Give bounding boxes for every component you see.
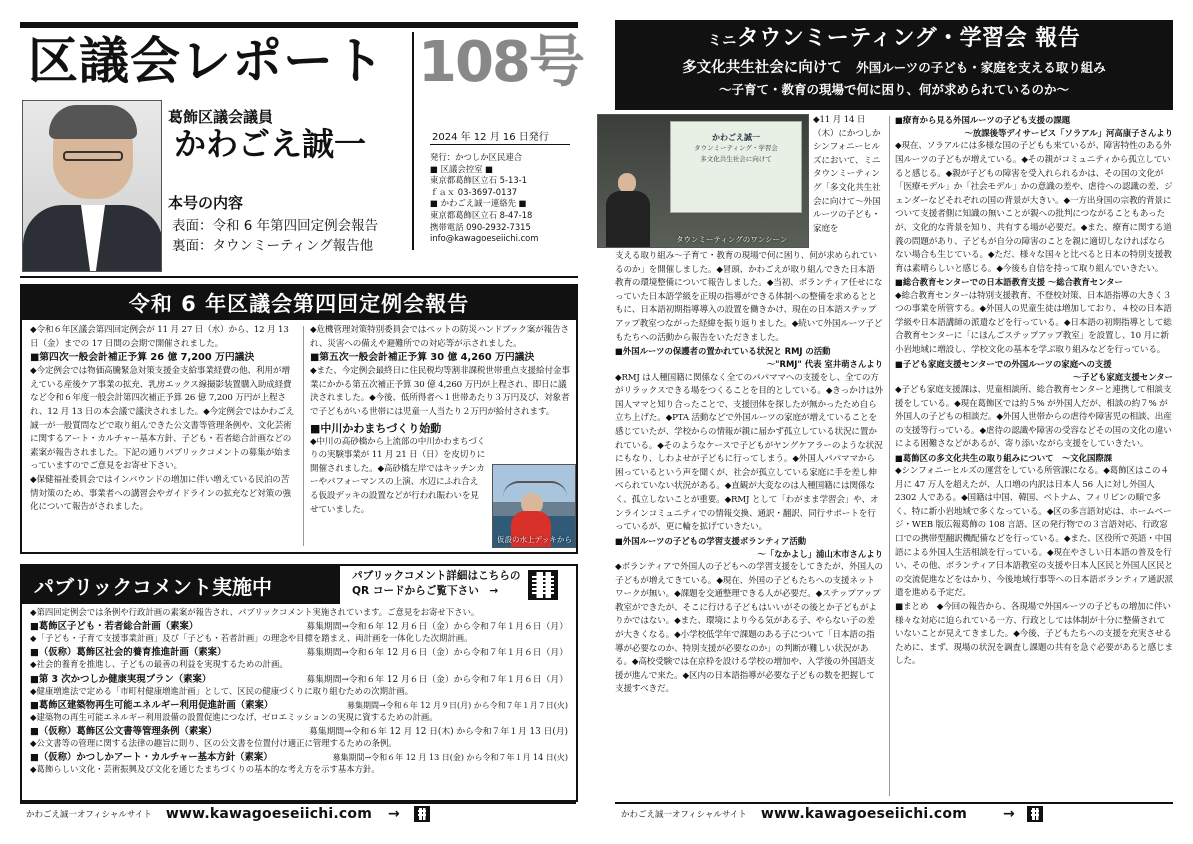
- townmeeting-tagline: ～子育て・教育の現場で何に困り、何が求められているのか～: [718, 82, 1069, 97]
- report-paragraph: ◆保健福祉委員会ではインバウンドの増加に伴い増えている民泊の苦情対策のため、事業者への講習会やガイドラインの拡充など対策の強化について報告がされました。: [30, 474, 291, 513]
- townmeeting-title: [615, 24, 1173, 56]
- family-support-paragraph: ◆子ども家庭支援課は、児童相談所、総合教育センターと連携して相談支援をしている。◆現在葛飾区では約５% が外国人だが、相談の約７% が外国人の子どもの相談だ。◆外国人世帯からの虐待や障害児の相談、出産の支援等行っている。◆虐待の認識や障害の受容などその国の文化の違いによる困難さなどがあるが、寄り添いながら支援をしていきたい。: [895, 384, 1172, 450]
- townmeeting-caption: タウンミーティングのワンシーン: [676, 235, 788, 244]
- council-report-banner: 令和 6 年区議会第四回定例会報告: [22, 286, 576, 320]
- header-divider: [412, 32, 414, 250]
- contents-item-front: 表面：令和 6 年第四回定例会報告: [172, 218, 379, 234]
- volunteer-speaker: ～「なかよし」浦山木市さんより: [757, 548, 883, 559]
- publisher-line: ｆａｘ 03-3697-0137: [430, 186, 518, 197]
- family-support-speaker: ～子ども家庭支援センター: [1072, 371, 1173, 382]
- report-paragraph: ◆今定例会では物価高騰緊急対策支援金支給事業経費の他、利用が増えている産後ケア事業の拡充、乳房エックス線撮影装置購入助成経費など令和６年度一般会計第四次補正予算 26 億 7,200 万円が上程され、12 月 13 日の本会議で議決されました。◆今定例会ではかわごえ誠一が一般質問などで取り組んできた公文書等管理条例や、文化芸術に関するアート・カルチャー基本方針、子ども・若者総合計画などの素案が報告されました。下記の通りパブリックコメントの募集が始まっていますのでご意見をお寄せ下さい。: [30, 366, 294, 472]
- pubcom-item: [30, 618, 568, 644]
- pubcom-item-desc: ◆社会的養育を推進し、子どもの最善の利益を実現するための計画。: [30, 659, 288, 670]
- intro-wrap: [813, 114, 883, 236]
- public-comment-box: [20, 564, 578, 802]
- pubcom-item: [30, 723, 568, 749]
- pubcom-item-name: ■葛飾区建築物再生可能エネルギー利用促進計画（素案）: [30, 699, 274, 711]
- subtitle-part: 外国ルーツの子ども・家庭を支える取り組み: [856, 60, 1106, 75]
- publisher-line: 携帯電話 090-2932-7315: [430, 221, 531, 232]
- pubcom-item-period: 募集期間→令和６年 12 月 12 日(木) から令和７年１月 13 日(月): [309, 727, 568, 738]
- qr-info: [352, 569, 520, 599]
- pubcom-item-period: 募集期間→令和６年 12 月９日(月) から令和７年１月７日(火): [347, 700, 568, 710]
- water-deck-photo: [492, 464, 576, 548]
- publisher-line: 東京都葛飾区立石 5-13-1: [430, 175, 528, 186]
- section-rule: [20, 276, 578, 278]
- summary-paragraph: ■まとめ ◆今回の報告から、各現場で外国ルーツの子どもの増加に伴い様々な対応に迫られている一方、行政としては体制が十分に整備されていないことが見えてきました。◆今後、子どもたちへの支援を充実させるために、まず、現場の状況を調査し課題の共有を急ぐ必要があると感じました。: [895, 602, 1173, 667]
- multicultural-paragraph: ◆シンフォニーヒルズの運営をしている所管課になる。◆葛飾区はこの４月に 47 万人を超えたが、人口増の内訳は日本人 56 人に対し外国人 2302 人である。◆国籍は中国、韓国、ベトナム、フィリピンの順で多く、特に新小岩地域で多くなっている。◆区の多言語対応は、ホームページ・WEB 版広報葛飾の 108 言語、区の発行物での３言語対応、行政窓口での携帯型翻訳機配備などを行っている。◆また、区役所で英語・中国語による外国人生活相談を行っている。◆現在やさしい日本語の普及を行い、その他、ボランティア日本語教室の支援や日本人区民と外国人区民との交流促進などをはかり、今後地域行事等への日本語ボランティア通訳派遣を進める予定だ。: [895, 466, 1173, 599]
- left-page: [0, 0, 596, 844]
- top-rule: [20, 22, 578, 28]
- right-column-1: [615, 250, 883, 697]
- pubcom-item-desc: ◆建築物の再生可能エネルギー利用設備の設置促進につなげ、ゼロエミッションの実現に資するための計画。: [30, 711, 438, 722]
- pubcom-item-desc: ◆葛飾らしい文化・芸術振興及び文化を通じたまちづくりの基本的な考え方を示す基本方針。: [30, 764, 380, 775]
- rmj-paragraph: ◆RMJ は人種国籍に関係なく全てのパパママへの支援をし、全ての方がリラックスできる場をつくることを目的としている。◆きっかけは外国人ママと知り合ったことで、支援団体を探したが無かったため自ら立ち上げた。◆PTA 活動などで外国ルーツの家庭が増えていることを感じていたが、学校からの情報が親に届かず孤立している状況に置かれている。◆そのようなケースで子どもがヤングケアラーのような状況にもなり、しわよせが子どもに行ってしまう。◆外国人パパママから困っているという声を聞くが、社会が孤立している家庭に手を差し伸べられていない状況がある。◆直観が大変なのは人種国籍には関係なく、孤立しないことが重要。◆RMJ として「わがまま学習会」や、オンラインコミュニティでの情報交換、通訳・翻訳、同行サポートを行っているが、更に輪を拡げていきたい。: [615, 372, 883, 533]
- volunteer-heading: ■外国ルーツの子どもの学習支援ボランティア活動: [615, 535, 807, 546]
- pubcom-item: [30, 697, 568, 723]
- date-rule: [430, 144, 570, 145]
- qr-code-icon[interactable]: [414, 806, 430, 822]
- pubcom-item-desc: ◆公文書等の管理に関する法律の趣旨に則り、区の公文書を位置付け適正に管理するための条例。: [30, 738, 397, 749]
- slide-text: 多文化共生社会に向けて: [700, 155, 772, 163]
- slide-text: タウンミーティング・学習会: [694, 144, 778, 152]
- townmeeting-subtitle: [615, 56, 1173, 80]
- pubcom-item-period: 募集期間→令和６年 12 月６日（金）から令和７年１月６日（月）: [306, 674, 568, 685]
- council-report-box: [20, 284, 578, 554]
- right-footer: [615, 802, 1173, 824]
- publisher-line: 東京都葛飾区立石 8-47-18: [430, 209, 533, 220]
- public-comment-intro: ◆第四回定例会では条例や行政計画の素案が報告され、パブリックコメント実施されています。ご意見をお寄せ下さい。: [30, 607, 480, 617]
- therapy-paragraph: ◆現在、ソラアルには多様な国の子どもも来ているが、障害特性のある外国ルーツの子どもが増えている。◆その親がコミュニティから孤立していると感じる。◆親が子どもの障害を受入れられるかは、その国の文化が「医療モデル」か「社会モデル」かの意識の差や、虐待への認識の差、ジェンダーなどそれぞれの国の背景が大きい。◆一方出身国の宗教的背景について支援者側に知識の無いことが親への批判につながることもあったが、文化的な背景を知り、共有する場が必要だ。◆また、療育に関する道義の問題があり、子どもが自分の障害のことを親に適切しなければならない場合も生じている。◆ただ、様々な国々と比べると日本の特別支援教育は素晴らしいと感じる。◆今後も自信を持って取り組んでいきたい。: [895, 141, 1173, 274]
- rmj-speaker: ～"RMJ" 代表 室井萌さんより: [766, 359, 883, 370]
- public-comment-banner: パブリックコメント実施中: [22, 566, 340, 604]
- publisher-line: ■ 区議会控室 ■: [430, 163, 494, 174]
- rmj-heading: ■外国ルーツの保護者の置かれている状況と RMJ の活動: [615, 346, 831, 357]
- arrow-right-icon: →: [1003, 806, 1015, 822]
- councilor-portrait: [22, 100, 162, 272]
- pubcom-item-desc: ◆「子ども・子育て支援事業計画」及び「子ども・若者計画」の理念や目標を踏まえ、両計画を一体化した次期計画。: [30, 633, 473, 644]
- qr-code-icon[interactable]: [1027, 806, 1043, 822]
- column-divider: [889, 116, 890, 796]
- footer-site-label: かわごえ誠一オフィシャルサイト: [26, 810, 152, 820]
- footer-site-label: かわごえ誠一オフィシャルサイト: [621, 810, 747, 820]
- intro-paragraph: 支える取り組み～子育て・教育の現場で何に困り、何が求められているのか」を開催しました。◆冒頭、かわごえが取り組んできた日本語教育の環境整備について報告しました。◆当初、ボランティア任せになっていた日本語学級を正規の指導ができる体制への整備を求めるとともに、日本語初期指導導入の設置を働きかけ、現在の日本語ステップアップ教室つながった経緯を振り返りました。◆続いて外国ルーツ子どもたちへの活動から報告をいただきました。: [615, 251, 883, 343]
- footer-url-link[interactable]: www.kawagoeseiichi.com: [760, 806, 968, 822]
- report-paragraph: ◆また、今定例会最終日に住民税均等割非課税世帯重点支援給付金事業にかかる第五次補正予算 30 億 4,260 万円が上程され、即日に議決されました。◆今後、低所得者へ１世帯あたり３万円及び、対象者で子どもがいる世帯には児童一人当たり２万円が給付されます。: [310, 366, 570, 417]
- report-column-1: [30, 324, 296, 515]
- water-deck-caption: 仮設の水上デッキから: [497, 535, 572, 544]
- pubcom-item: [30, 644, 568, 670]
- title-prefix: ミニ: [707, 33, 737, 49]
- pubcom-item: [30, 671, 568, 697]
- pubcom-item-name: ■（仮称）かつしかアート・カルチャー基本方針（素案）: [30, 752, 273, 764]
- left-footer: [20, 802, 576, 824]
- kawamachi-heading: ■中川かわまちづくり始動: [310, 421, 442, 435]
- public-comment-list: [30, 606, 568, 775]
- pubcom-item-period: 募集期間→令和６年 12 月 13 日(金) から令和７年１月 14 日(火): [332, 753, 568, 763]
- pubcom-item-desc: ◆健康増進法で定める「市町村健康増進計画」として、区民の健康づくりに取り組むための次期計画。: [30, 685, 414, 696]
- councilor-role: 葛飾区議会議員: [168, 108, 274, 126]
- title-main: タウンミーティング・学習会 報告: [736, 26, 1081, 51]
- townmeeting-banner: [615, 20, 1173, 110]
- pubcom-item-period: 募集期間→令和６年 12 月６日（金）から令和７年１月６日（月）: [306, 622, 568, 633]
- education-center-heading: ■総合教育センターでの日本語教育支援 ～総合教育センター: [895, 277, 1123, 288]
- volunteer-paragraph: ◆ボランティアで外国人の子どもへの学習支援をしてきたが、外国人の子どもが増えてきている。◆現在、外国の子どもたちへの支援ネットワークが無い。◆課題を交通整理できる人が必要だ。◆ステップアップ教室ができたが、そこに行ける子どもはいいがその後とか子どもがよりかではない。◆また、環境により今る気がある子、やらない子の差が大きくなる。◆小学校低学年で課題のある子について「日本語の指導が必要なのか、特別支援が必要なのか」の判断が難しい状況がある。◆高校受験では在京枠を設ける学校の増加や、入学後の外国語支援が進んで来た。◆区内の日本語指導が必要な子どもの数を把握して支援すべきだ。: [615, 562, 883, 695]
- publisher-email: info@kawagoeseiichi.com: [430, 233, 539, 244]
- report-paragraph: ◆危機管理対策特別委員会ではペットの防災ハンドブック案が報告され、災害への備えや避難所での対応等が示されました。: [310, 325, 569, 349]
- therapy-heading: ■療育から見る外国ルーツの子ども支援の課題: [895, 115, 1071, 125]
- slide-text: かわごえ誠一: [712, 133, 760, 142]
- issue-number: 108号: [418, 30, 583, 95]
- publisher-info: [430, 152, 538, 245]
- report-paragraph: ◆令和６年区議会第四回定例会が 11 月 27 日（水）から、12 月 13 日（金）までの 17 日間の会期で開催されました。: [30, 325, 289, 349]
- budget-heading-4: ■第四次一般会計補正予算 26 億 7,200 万円議決: [30, 352, 255, 364]
- intro-paragraph: ◆11 月 14 日（木）にかつしかシンフォニーヒルズにおいて、ミニタウンミーティング「多文化共生社会に向けて～外国ルーツの子ども・家庭を: [813, 115, 881, 234]
- education-center-paragraph: ◆総合教育センターは特別支援教育、不登校対策、日本語指導の大きく３つの事業を所管する。◆外国人の児童生徒は増加しており、４校の日本語学級や日本語講師の派遣などを行っている。◆日本語の初期指導として総合教育センターに「にほんごステップアップ教室」を設置し、10 月に新小岩地域に増設し、学校文化の基本を学ぶ取り組みなどを行っている。: [895, 290, 1172, 355]
- issue-date: 2024 年 12 月 16 日発行: [432, 132, 549, 143]
- right-column-2: [895, 114, 1173, 669]
- budget-heading-5: ■第五次一般会計補正予算 30 億 4,260 万円議決: [310, 352, 535, 364]
- family-support-heading: ■子ども家庭支援センターでの外国ルーツの家庭への支援: [895, 358, 1112, 369]
- pubcom-item-name: ■（仮称）葛飾区社会的養育推進計画（素案）: [30, 647, 227, 659]
- contents-heading: 本号の内容: [168, 194, 244, 212]
- column-divider: [303, 326, 304, 546]
- footer-url-link[interactable]: www.kawagoeseiichi.com: [165, 806, 373, 822]
- townmeeting-photo: [597, 114, 809, 248]
- multicultural-heading: ■葛飾区の多文化共生の取り組みについて ～文化国際課: [895, 452, 1113, 463]
- contents-item-back: 裏面：タウンミーティング報告他: [172, 238, 374, 254]
- pubcom-item: [30, 749, 568, 775]
- pubcom-item-period: 募集期間→令和６年 12 月６日（金）から令和７年１月６日（月）: [306, 648, 568, 659]
- arrow-right-icon: →: [388, 806, 400, 822]
- subtitle-part: 多文化共生社会に向けて: [682, 60, 842, 76]
- qr-code-icon[interactable]: [528, 570, 558, 600]
- right-page: [597, 0, 1193, 844]
- qr-info-line: QR コードからご覧下さい →: [352, 585, 499, 597]
- publisher-line: 発行：かつしか区民連合: [430, 152, 523, 162]
- pubcom-item-name: ■葛飾区子ども・若者総合計画（素案）: [30, 621, 199, 633]
- councilor-name: かわごえ誠一: [174, 125, 367, 163]
- pubcom-item-name: ■（仮称）葛飾区公文書等管理条例（素案）: [30, 726, 217, 738]
- report-title: 区議会レポート: [28, 32, 385, 90]
- pubcom-item-name: ■第 3 次かつしか健康実現プラン（素案）: [30, 673, 212, 685]
- publisher-line: ■ かわごえ誠一連絡先 ■: [430, 198, 527, 209]
- report-paragraph: ◆中川の高砂橋から上流部の中川かわまちづくりの実験事業が 11 月 21 日（日）を皮切りに開催されました。◆高砂橋左岸ではキッチンカーやパフォーマンスの上演、水辺にふれ合える仮設デッキの設置などが行われ賑わいを見せていました。: [310, 436, 486, 515]
- therapy-speaker: ～放課後等デイサービス「ソラアル」河高康子さんより: [964, 128, 1173, 139]
- qr-info-line: パブリックコメント詳細はこちらの: [352, 570, 521, 582]
